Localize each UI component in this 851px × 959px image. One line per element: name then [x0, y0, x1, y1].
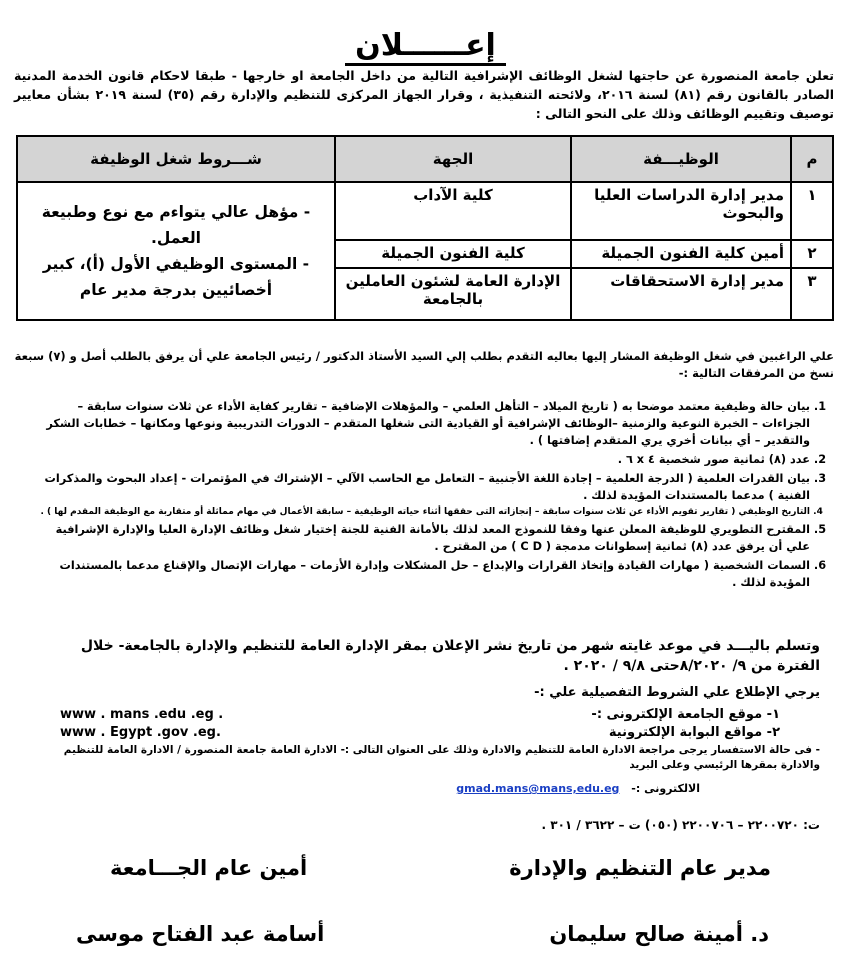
- conditions-cell: [17, 182, 335, 320]
- email-label: الالكترونى :-: [631, 782, 700, 795]
- list-item: [60, 706, 780, 724]
- row-job: مدير إدارة الدراسات العليا والبحوث: [571, 182, 791, 240]
- announcement-title: إعــــــلان: [0, 28, 851, 63]
- application-note: علي الراغبين في شغل الوظيفة المشار إليها بعاليه التقدم بطلب إلي السيد الأستاذ الدكتور / رئيس الجامعة علي أن يرفق بالطلب أصل و (٧) سبعة نسخ من المرفقات التالية :-: [14, 349, 834, 380]
- condition-level: - المستوى الوظيفي الأول (أ)، كبير أخصائيين بدرجة مدير عام: [42, 255, 310, 299]
- header-job: الوظيـــفة: [571, 136, 791, 182]
- site-url[interactable]: www . Egypt .gov .eg.: [60, 725, 221, 740]
- row-department: كلية الآداب: [335, 182, 571, 240]
- list-item: 1. بيان حالة وظيفية معتمد موضحا به ( تاريخ الميلاد – التأهل العلمي – والمؤهلات الإضافية – تقارير كفاية الأداء عن ثلاث سنوات سابقة – الجزاءات – الخبرة النوعية والزمنية –الوظائف الإشرافية أو القيادية التى شغلها المتقدم – الدورات التدريبية ونوعها ومكانها – خطابات الشكر والتقدير – أي بيانات أخري يري المتقدم إضافتها ) .: [40, 398, 810, 449]
- row-department: الإدارة العامة لشئون العاملين بالجامعة: [335, 268, 571, 320]
- intro-paragraph: تعلن جامعة المنصورة عن حاجتها لشغل الوظائف الإشرافية التالية من داخل الجامعة او خارجها - طبقا لاحكام قانون الخدمة المدنية الصادر بالقانون رقم (٨١) لسنة ٢٠١٦، ولائحته التنفيذية ، وقرار الجهاز المركزى للتنظيم والإدارة رقم (٣٥) لسنة ٢٠١٩ بشأن معايير توصيف وتقييم الوظائف وذلك على النحو التالى :: [14, 68, 834, 121]
- list-item: 2. عدد (٨) ثمانية صور شخصية ٤ x ٦ .: [40, 451, 810, 468]
- site-label: ١- موقع الجامعة الإلكترونى :-: [591, 707, 780, 722]
- see-conditions-label: يرجي الإطلاع علي الشروط التفصيلية علي :-: [534, 685, 820, 700]
- list-item: 3. بيان القدرات العلمية ( الدرجة العلمية – إجادة اللغة الأجنبية – التعامل مع الحاسب الآلي – الإشتراك في المؤتمرات - إعداد البحوث والمذكرات الفنية ) مدعما بالمستندات المؤيدة لذلك .: [40, 470, 810, 504]
- header-department: الجهة: [335, 136, 571, 182]
- signature-name-left: أسامة عبد الفتاح موسى: [76, 922, 325, 946]
- row-job: مدير إدارة الاستحقاقات: [571, 268, 791, 320]
- list-item: 4. التاريخ الوظيفي ( تقارير تقويم الأداء عن ثلاث سنوات سابقة – إنجازاته التى حققها أثناء حياته الوظيفية – سابقة الأعمال في مهام مماثلة أو متقاربة مع الوظيفة المقدم لها ) .: [40, 506, 810, 519]
- list-item: [60, 724, 780, 742]
- phone-numbers: ت: ٢٢٠٠٧٢٠ – ٢٢٠٠٧٠٦ (٠٥٠) ت – ٣٦٢٢ / ٣٠١ .: [541, 818, 820, 832]
- row-number: ١: [791, 182, 833, 240]
- jobs-table: [16, 135, 834, 321]
- site-url[interactable]: www . mans .edu .eg .: [60, 707, 224, 722]
- inquiry-paragraph: - فى حالة الاستفسار يرجى مراجعة الادارة العامة للتنظيم والادارة وذلك على العنوان التالى :- الادارة العامة جامعة المنصورة / الادارة العامة للتنظيم والادارة بمقرها الرئيسي وعلى البريد: [63, 744, 820, 771]
- requirements-list: [40, 398, 836, 593]
- row-department: كلية الفنون الجميلة: [335, 240, 571, 268]
- row-job: أمين كلية الفنون الجميلة: [571, 240, 791, 268]
- list-item: 6. السمات الشخصية ( مهارات القيادة وإتخاذ القرارات والإبداع – حل المشكلات وإدارة الأزمات – مهارات الإتصال والإقناع مدعما بالمستندات المؤيدة لذلك .: [40, 557, 810, 591]
- signature-title-right: مدير عام التنظيم والإدارة: [509, 856, 771, 880]
- websites-list: [60, 706, 780, 742]
- header-number: م: [791, 136, 833, 182]
- condition-qualification: - مؤهل عالي يتواءم مع نوع وطبيعة العمل.: [41, 203, 311, 247]
- row-number: ٢: [791, 240, 833, 268]
- email-link[interactable]: gmad.mans@mans,edu.eg: [456, 782, 620, 795]
- delivery-paragraph: وتسلم باليـــد في موعد غايته شهر من تاريخ نشر الإعلان بمقر الإدارة العامة للتنظيم والإدارة بالجامعة- خلال الفترة من ٩/ ٨/٢٠٢٠حتى ٩/٨ / ٢٠٢٠ .: [80, 638, 820, 674]
- header-conditions: شـــروط شغل الوظيفة: [17, 136, 335, 182]
- table-header-row: [17, 136, 833, 182]
- row-number: ٣: [791, 268, 833, 320]
- email-row: [120, 782, 700, 795]
- signature-title-left: أمين عام الجـــامعة: [110, 856, 308, 880]
- site-label: ٢- مواقع البوابة الإلكترونية: [608, 725, 780, 740]
- signature-name-right: د. أمينة صالح سليمان: [549, 922, 769, 946]
- list-item: 5. المقترح التطويري للوظيفة المعلن عنها وفقا للنموذج المعد لذلك بالأمانة الفنية للجنة إختيار شغل وظائف الإدارة العليا والإدارة الإشرافية علي أن يرفق عدد (٨) ثمانية إسطوانات مدمجة ( C D ) من المقترح .: [40, 521, 810, 555]
- table-row: [17, 182, 833, 240]
